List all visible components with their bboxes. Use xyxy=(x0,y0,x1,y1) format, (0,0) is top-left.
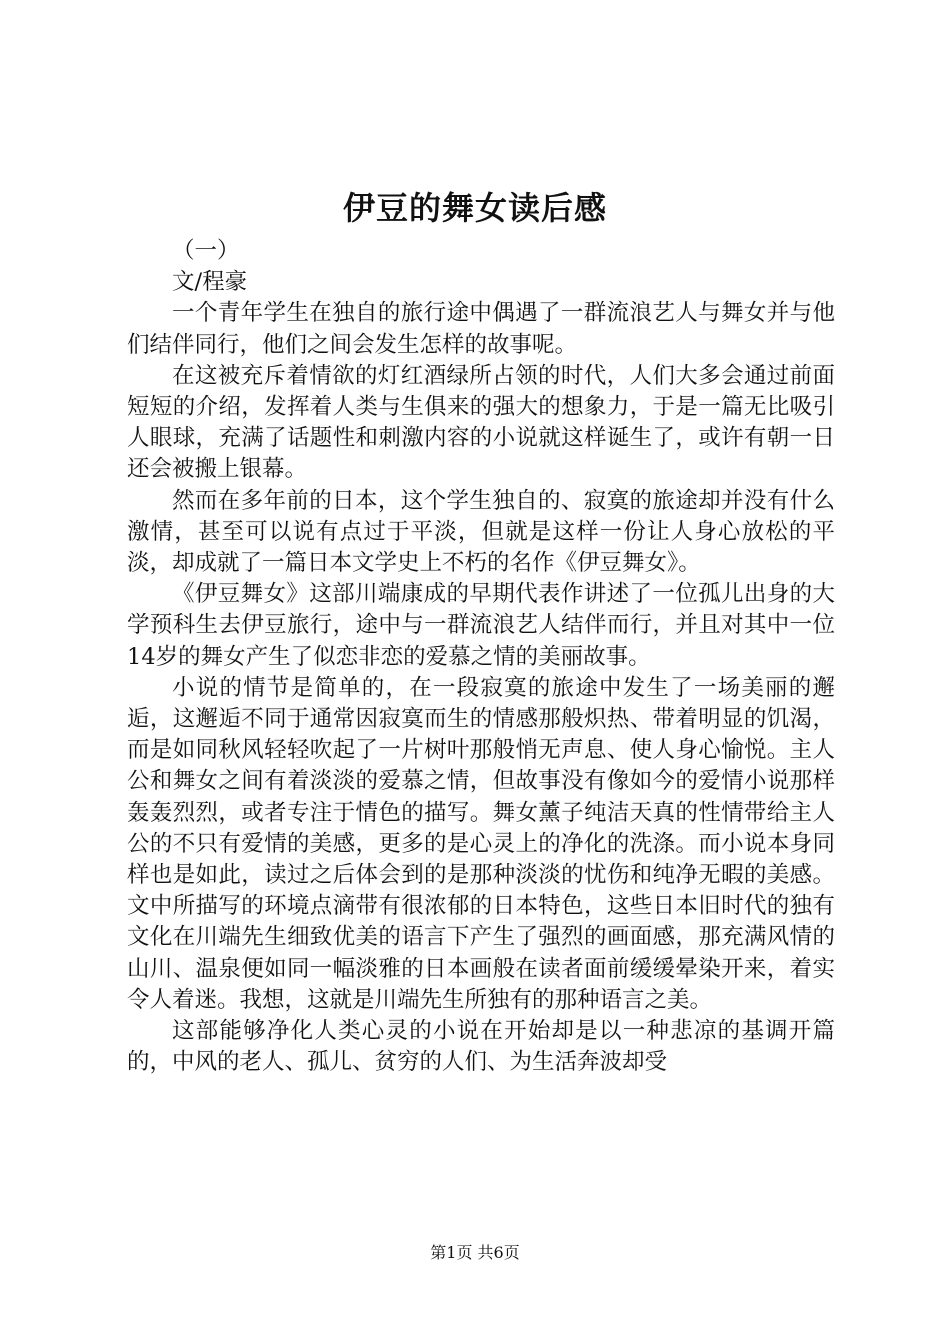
paragraph: 一个青年学生在独自的旅行途中偶遇了一群流浪艺人与舞女并与他们结伴同行，他们之间会发生怎样的故事呢。 xyxy=(127,300,835,358)
page-title: 伊豆的舞女读后感 xyxy=(342,189,607,227)
paragraph: 《伊豆舞女》这部川端康成的早期代表作讲述了一位孤儿出身的大学预科生去伊豆旅行，途中与一群流浪艺人结伴而行，并且对其中一位14岁的舞女产生了似恋非恋的爱慕之情的美丽故事。 xyxy=(127,581,835,670)
document-body xyxy=(127,236,835,1078)
page-number-footer: 第1页 共6页 xyxy=(430,1243,520,1262)
byline: 文/程豪 xyxy=(172,269,248,296)
paragraph: 这部能够净化人类心灵的小说在开始却是以一种悲凉的基调开篇的，中风的老人、孤儿、贫穷的人们、为生活奔波却受 xyxy=(127,1018,835,1076)
paragraph: 在这被充斥着情欲的灯红酒绿所占领的时代，人们大多会通过前面短短的介绍，发挥着人类与生俱来的强大的想象力，于是一篇无比吸引人眼球，充满了话题性和刺激内容的小说就这样诞生了，或许有朝一日还会被搬上银幕。 xyxy=(127,362,835,483)
paragraph: 然而在多年前的日本，这个学生独自的、寂寞的旅途却并没有什么激情，甚至可以说有点过于平淡，但就是这样一份让人身心放松的平淡，却成就了一篇日本文学史上不朽的名作《伊豆舞女》。 xyxy=(127,487,835,577)
paragraph: 小说的情节是简单的，在一段寂寞的旅途中发生了一场美丽的邂逅，这邂逅不同于通常因寂寞而生的情感那般炽热、带着明显的饥渴，而是如同秋风轻轻吹起了一片树叶那般悄无声息、使人身心愉悦。主人公和舞女之间有着淡淡的爱慕之情，但故事没有像如今的爱情小说那样轰轰烈烈，或者专注于情色的描写。舞女薰子纯洁天真的性情带给主人公的不只有爱情的美感，更多的是心灵上的净化的洗涤。而小说本身同样也是如此，读过之后体会到的是那种淡淡的忧伤和纯净无暇的美感。文中所描写的环境点滴带有很浓郁的日本特色，这些日本旧时代的独有文化在川端先生细致优美的语言下产生了强烈的画面感，那充满风情的山川、温泉便如同一幅淡雅的日本画般在读者面前缓缓晕染开来，着实令人着迷。我想，这就是川端先生所独有的那种语言之美。 xyxy=(127,674,835,1013)
section-label: （一） xyxy=(172,238,240,264)
